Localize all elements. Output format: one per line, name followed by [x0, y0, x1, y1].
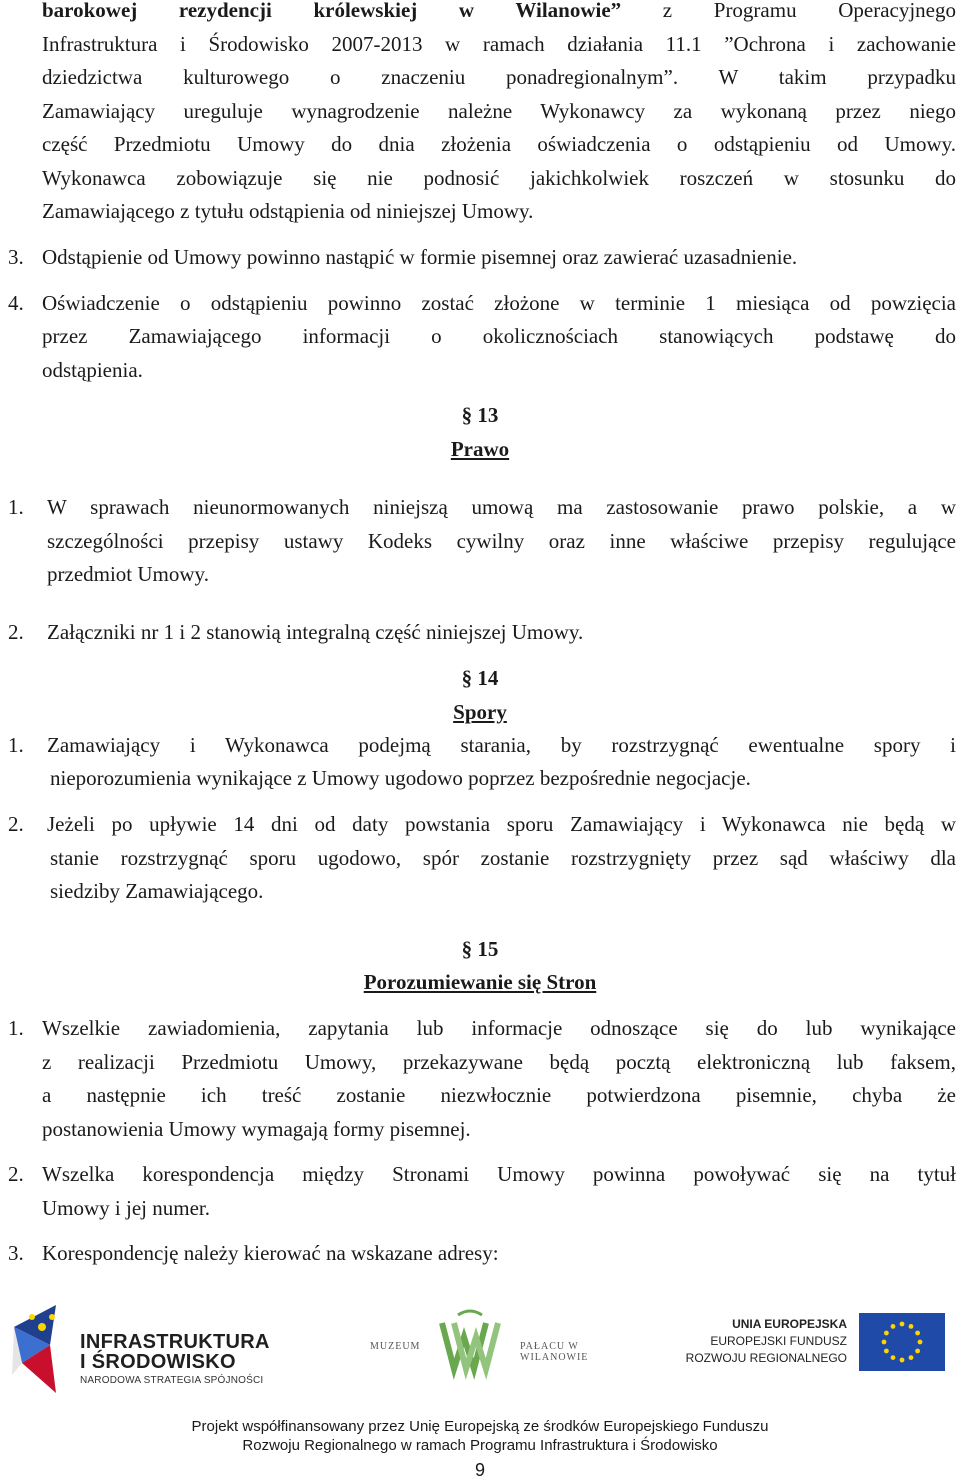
section-14-title [0, 699, 960, 725]
infrastruktura-srodowisko-logo [12, 1305, 272, 1385]
infrastruktura-line1: INFRASTRUKTURA [80, 1331, 270, 1353]
s13-point-1-line: szczególności przepisy ustawy Kodeks cywilny oraz inne właściwe przepisy regulujące [47, 529, 956, 553]
footer-logos [0, 1295, 960, 1405]
section-15-title [0, 969, 960, 995]
section-13-title-text: Prawo [450, 437, 510, 461]
s12-point-4-line: odstąpienia. [42, 358, 143, 382]
s15-point-1-line: postanowienia Umowy wymagają formy pisemnej. [42, 1117, 471, 1141]
eu-flag-icon [859, 1313, 945, 1371]
list-number: 2. [8, 1162, 24, 1186]
section-13-number: § 13 [461, 403, 499, 427]
list-number: 1. [8, 1016, 24, 1040]
muzeum-left-text: MUZEUM [370, 1341, 421, 1352]
s14-point-1-line: Zamawiający i Wykonawca podejmą starania, by rozstrzygnąć ewentualne spory i [47, 733, 956, 757]
intro-line: część Przedmiotu Umowy do dnia złożenia oświadczenia o odstąpieniu od Umowy. [42, 132, 956, 156]
s15-point-1-line: a następnie ich treść zostanie niezwłocznie potwierdzona pisemnie, chyba że [42, 1083, 956, 1107]
intro-line: Wykonawca zobowiązuje się nie podnosić jakichkolwiek roszczeń w stosunku do [42, 166, 956, 190]
s14-point-2-line: stanie rozstrzygnąć sporu ugodowo, spór zostanie rozstrzygnięty przez sąd właściwy dla [50, 846, 956, 870]
eu-line1: UNIA EUROPEJSKA [732, 1317, 847, 1331]
intro-line-1 [42, 0, 956, 23]
eu-line2: EUROPEJSKI FUNDUSZ [710, 1334, 847, 1348]
muzeum-palacu-wilanow-logo [370, 1307, 600, 1387]
section-13-title [0, 436, 960, 462]
list-number: 1. [8, 733, 24, 757]
s15-point-1-line: Wszelkie zawiadomienia, zapytania lub informacje odnoszące się do lub wynikające [42, 1016, 956, 1040]
list-number: 2. [8, 812, 24, 836]
intro-line: Zamawiający ureguluje wynagrodzenie należne Wykonawcy za wykonaną przez niego [42, 99, 956, 123]
intro-line: dziedzictwa kulturowego o znaczeniu ponadregionalnym”. W takim przypadku [42, 65, 956, 89]
s13-point-1-line: przedmiot Umowy. [47, 562, 209, 586]
s13-point-1-line: W sprawach nieunormowanych niniejszą umową ma zastosowanie prawo polskie, a w [47, 495, 956, 519]
list-number: 3. [8, 245, 24, 269]
intro-line: Zamawiającego z tytułu odstąpienia od niniejszej Umowy. [42, 199, 534, 223]
s15-point-2-line: Umowy i jej numer. [42, 1196, 210, 1220]
list-number: 1. [8, 495, 24, 519]
section-14-number: § 14 [461, 666, 499, 690]
muzeum-right-text: PAŁACU W WILANOWIE [520, 1341, 589, 1363]
footer-note-line2: Rozwoju Regionalnego w ramach Programu Infrastruktura i Środowisko [242, 1437, 718, 1454]
eu-line3: ROZWOJU REGIONALNEGO [685, 1351, 847, 1365]
s14-point-1-line: nieporozumienia wynikające z Umowy ugodowo poprzez bezpośrednie negocjacje. [50, 766, 751, 790]
s15-point-2-line: Wszelka korespondencja między Stronami Umowy powinna powoływać się na tytuł [42, 1162, 956, 1186]
section-15-number: § 15 [461, 937, 499, 961]
intro-bold-text: barokowej rezydencji królewskiej w Wilanowie” [42, 0, 622, 22]
s15-point-3: Korespondencję należy kierować na wskazane adresy: [42, 1241, 499, 1265]
section-14-title-text: Spory [453, 700, 507, 724]
infrastruktura-emblem-icon [12, 1305, 74, 1393]
s12-point-4-line: przez Zamawiającego informacji o okolicznościach stanowiących podstawę do [42, 324, 956, 348]
s14-point-2-line: siedziby Zamawiającego. [50, 879, 264, 903]
eu-regional-fund-logo [685, 1313, 945, 1373]
list-number: 3. [8, 1241, 24, 1265]
intro-line-1-rest: z Programu Operacyjnego [621, 0, 956, 22]
s13-point-2: Załączniki nr 1 i 2 stanowią integralną część niniejszej Umowy. [47, 620, 584, 644]
wilanow-ww-emblem-icon [430, 1307, 510, 1387]
list-number: 4. [8, 291, 24, 315]
intro-line: Infrastruktura i Środowisko 2007-2013 w ramach działania 11.1 ”Ochrona i zachowanie [42, 32, 956, 56]
s12-point-3: Odstąpienie od Umowy powinno nastąpić w formie pisemnej oraz zawierać uzasadnienie. [42, 245, 798, 269]
footer-note-line1: Projekt współfinansowany przez Unię Europejską ze środków Europejskiego Funduszu [191, 1418, 769, 1435]
infrastruktura-line2: I ŚRODOWISKO [80, 1351, 236, 1373]
s12-point-4-line: Oświadczenie o odstąpieniu powinno zostać złożone w terminie 1 miesiąca od powzięcia [42, 291, 956, 315]
section-15-title-text: Porozumiewanie się Stron [363, 970, 597, 994]
s15-point-1-line: z realizacji Przedmiotu Umowy, przekazywane będą pocztą elektroniczną lub faksem, [42, 1050, 956, 1074]
infrastruktura-line3: NARODOWA STRATEGIA SPÓJNOŚCI [80, 1375, 264, 1386]
list-number: 2. [8, 620, 24, 644]
page-number: 9 [474, 1460, 485, 1480]
s14-point-2-line: Jeżeli po upływie 14 dni od daty powstania sporu Zamawiający i Wykonawca nie będą w [47, 812, 956, 836]
